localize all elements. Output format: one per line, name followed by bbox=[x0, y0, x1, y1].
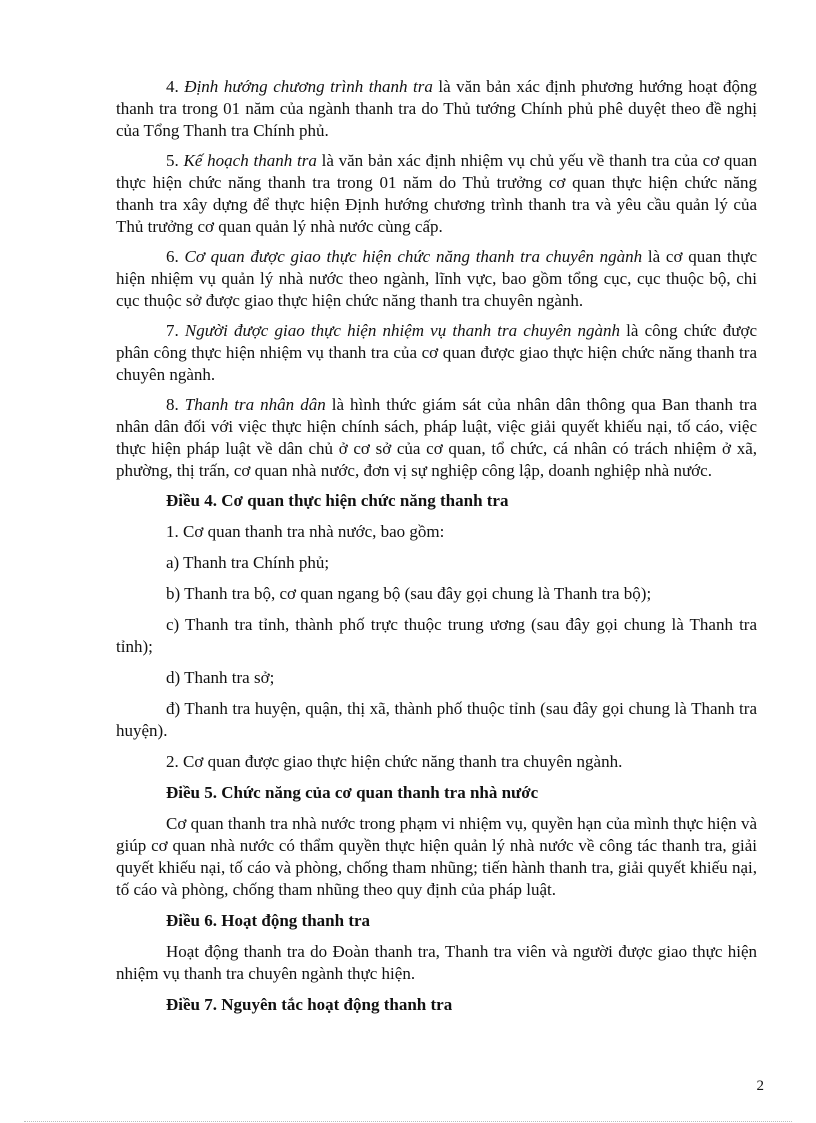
body-paragraph: b) Thanh tra bộ, cơ quan ngang bộ (sau đây gọi chung là Thanh tra bộ); bbox=[166, 584, 652, 603]
body-paragraph: c) Thanh tra tỉnh, thành phố trực thuộc trung ương (sau đây gọi chung là Thanh tra tỉnh); bbox=[116, 615, 757, 656]
body-paragraph: đ) Thanh tra huyện, quận, thị xã, thành phố thuộc tỉnh (sau đây gọi chung là Thanh tra huyện). bbox=[116, 699, 757, 740]
definition-text: là văn bản xác định phương hướng hoạt động thanh tra trong 01 năm của ngành thanh tra do Thủ tướng Chính phủ phê duyệt theo đề nghị của Tổng Thanh tra Chính phủ. bbox=[116, 77, 758, 140]
article-heading: Điều 4. Cơ quan thực hiện chức năng thanh tra bbox=[166, 491, 509, 510]
body-paragraph: Hoạt động thanh tra do Đoàn thanh tra, Thanh tra viên và người được giao thực hiện nhiệm vụ thanh tra chuyên ngành thực hiện. bbox=[116, 942, 757, 983]
definition-text: là văn bản xác định nhiệm vụ chủ yếu về thanh tra của cơ quan thực hiện chức năng thanh tra trong 01 năm do Thủ trưởng cơ quan thực hiện chức năng thanh tra xây dựng để thực hiện Định hướng chương trình thanh tra và yêu cầu quản lý của Thủ trưởng cơ quan quản lý nhà nước cùng cấp. bbox=[116, 151, 758, 236]
article-heading: Điều 7. Nguyên tắc hoạt động thanh tra bbox=[166, 995, 453, 1014]
definition-text: là công chức được phân công thực hiện nhiệm vụ thanh tra của cơ quan được giao thực hiện chức năng thanh tra chuyên ngành. bbox=[116, 321, 757, 384]
clause-number: 5. bbox=[166, 151, 184, 170]
defined-term: Thanh tra nhân dân bbox=[184, 395, 326, 414]
clause-number: 6. bbox=[166, 247, 185, 266]
definition-text: là hình thức giám sát của nhân dân thông qua Ban thanh tra nhân dân đối với việc thực hiện chính sách, pháp luật, việc giải quyết khiếu nại, tố cáo, việc thực hiện pháp luật về dân chủ ở cơ sở của cơ quan, tổ chức, cá nhân có trách nhiệm ở xã, phường, thị trấn, cơ quan nhà nước, đơn vị sự nghiệp công lập, doanh nghiệp nhà nước. bbox=[116, 395, 758, 480]
defined-term: Cơ quan được giao thực hiện chức năng thanh tra chuyên ngành bbox=[184, 247, 643, 266]
body-paragraph: 2. Cơ quan được giao thực hiện chức năng thanh tra chuyên ngành. bbox=[166, 752, 623, 771]
clause-number: 8. bbox=[166, 395, 185, 414]
clause-number: 7. bbox=[166, 321, 185, 340]
article-heading: Điều 6. Hoạt động thanh tra bbox=[166, 911, 371, 930]
body-paragraph: 1. Cơ quan thanh tra nhà nước, bao gồm: bbox=[166, 522, 445, 541]
body-paragraph: d) Thanh tra sở; bbox=[166, 668, 275, 687]
definition-paragraph bbox=[116, 76, 757, 142]
clause-number: 4. bbox=[166, 77, 185, 96]
defined-term: Định hướng chương trình thanh tra bbox=[184, 77, 433, 96]
page-number: 2 bbox=[756, 1078, 764, 1094]
article-heading: Điều 5. Chức năng của cơ quan thanh tra nhà nước bbox=[166, 783, 539, 802]
definition-paragraph bbox=[116, 246, 757, 312]
defined-term: Kế hoạch thanh tra bbox=[183, 151, 317, 170]
definition-paragraph bbox=[116, 394, 757, 482]
defined-term: Người được giao thực hiện nhiệm vụ thanh tra chuyên ngành bbox=[184, 321, 621, 340]
definition-text: là cơ quan thực hiện nhiệm vụ quản lý nhà nước theo ngành, lĩnh vực, bao gồm tổng cục, cục thuộc bộ, chi cục thuộc sở được giao thực hiện chức năng thanh tra chuyên ngành. bbox=[116, 247, 757, 310]
definition-paragraph bbox=[116, 150, 757, 238]
document-body bbox=[116, 76, 757, 1025]
body-paragraph: a) Thanh tra Chính phủ; bbox=[166, 553, 330, 572]
body-paragraph: Cơ quan thanh tra nhà nước trong phạm vi nhiệm vụ, quyền hạn của mình thực hiện và giúp cơ quan nhà nước có thẩm quyền thực hiện quản lý nhà nước về công tác thanh tra, giải quyết khiếu nại, tố cáo và phòng, chống tham nhũng; tiến hành thanh tra, giải quyết khiếu nại, tố cáo và phòng, chống tham nhũng theo quy định của pháp luật. bbox=[116, 814, 757, 899]
page-bottom-divider bbox=[24, 1121, 792, 1122]
definition-paragraph bbox=[116, 320, 757, 386]
